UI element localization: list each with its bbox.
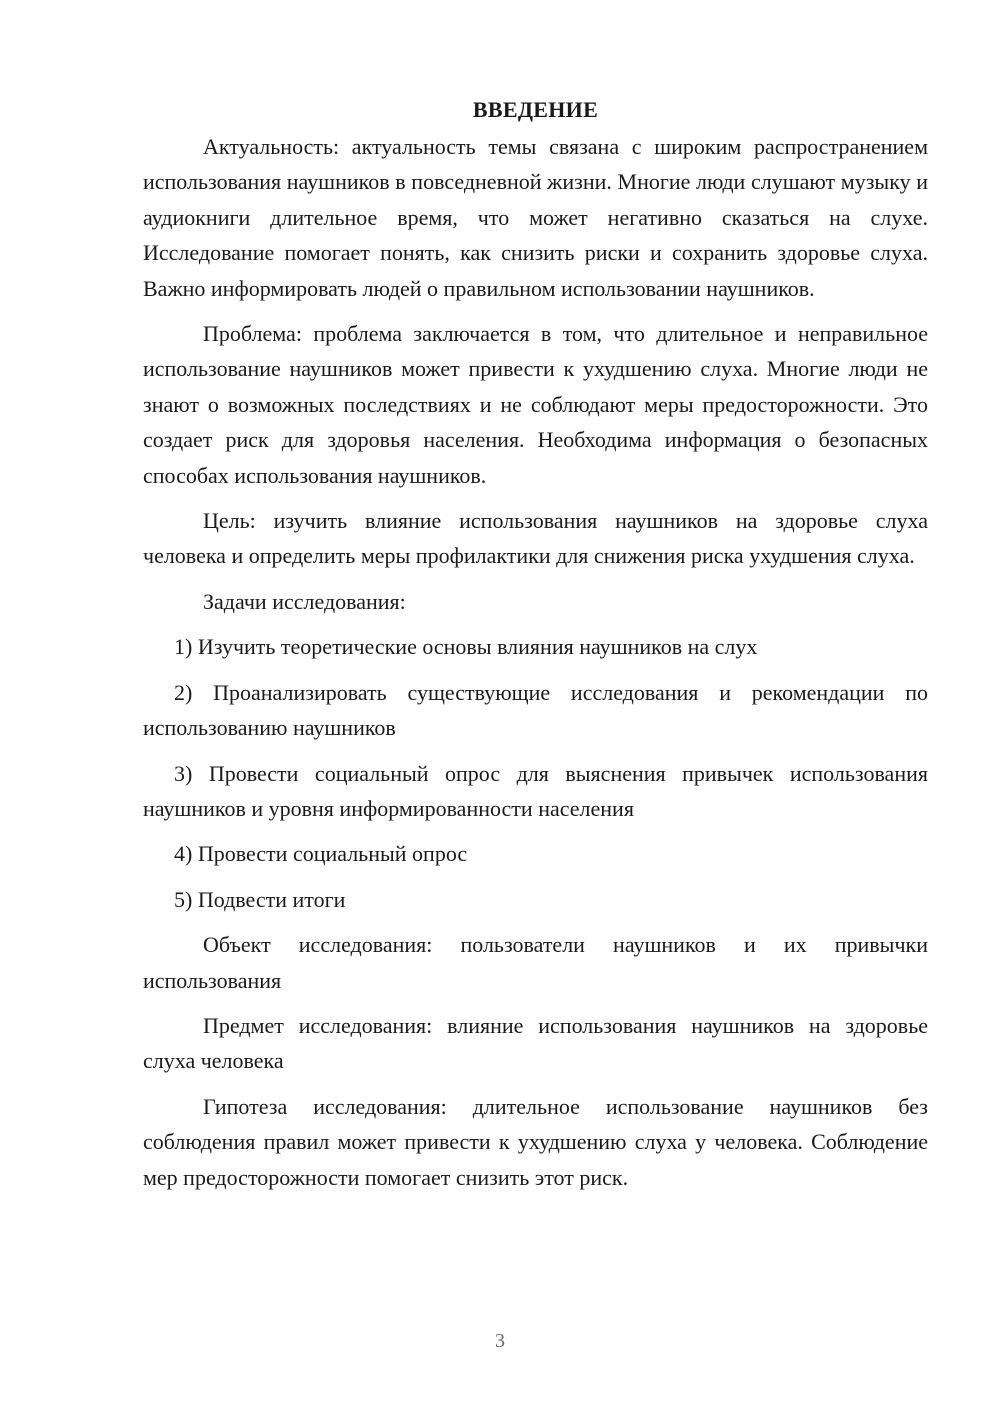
paragraph-goal: Цель: изучить влияние использования наушников на здоровье слуха человека и определить меры профилактики для снижения риска ухудшения слуха.	[143, 508, 928, 569]
paragraph-relevance: Актуальность: актуальность темы связана с широким распространением использования наушников в повседневной жизни. Многие люди слушают музыку и аудиокниги длительное время, что может негативно сказаться на слухе. Исследование помогает понять, как снизить риски и сохранить здоровье слуха. Важно информировать людей о правильном использовании наушников.	[143, 134, 928, 301]
tasks-title: Задачи исследования:	[203, 588, 406, 614]
paragraph-problem: Проблема: проблема заключается в том, что длительное и неправильное использование наушников может привести к ухудшению слуха. Многие люди не знают о возможных последствиях и не соблюдают меры предосторожности. Это создает риск для здоровья населения. Необходима информация о безопасных способах использования наушников.	[143, 321, 928, 488]
paragraph-object: Объект исследования: пользователи наушников и их привычки использования	[143, 932, 928, 993]
paragraph-hypothesis: Гипотеза исследования: длительное использование наушников без соблюдения правил может привести к ухудшению слуха у человека. Соблюдение мер предосторожности помогает снизить этот риск.	[143, 1093, 928, 1190]
paragraph-subject: Предмет исследования: влияние использования наушников на здоровье слуха человека	[143, 1012, 928, 1074]
page-number: 3	[495, 1330, 505, 1352]
task-item: 5) Подвести итоги	[174, 886, 346, 912]
task-item: 3) Провести социальный опрос для выяснения привычек использования наушников и уровня информированности населения	[143, 760, 928, 821]
task-item: 2) Проанализировать существующие исследования и рекомендации по использованию наушников	[143, 679, 928, 741]
document-page	[143, 92, 928, 1205]
task-item: 4) Провести социальный опрос	[174, 841, 468, 867]
task-item: 1) Изучить теоретические основы влияния наушников на слух	[174, 634, 758, 660]
section-heading: ВВЕДЕНИЕ	[472, 97, 599, 122]
